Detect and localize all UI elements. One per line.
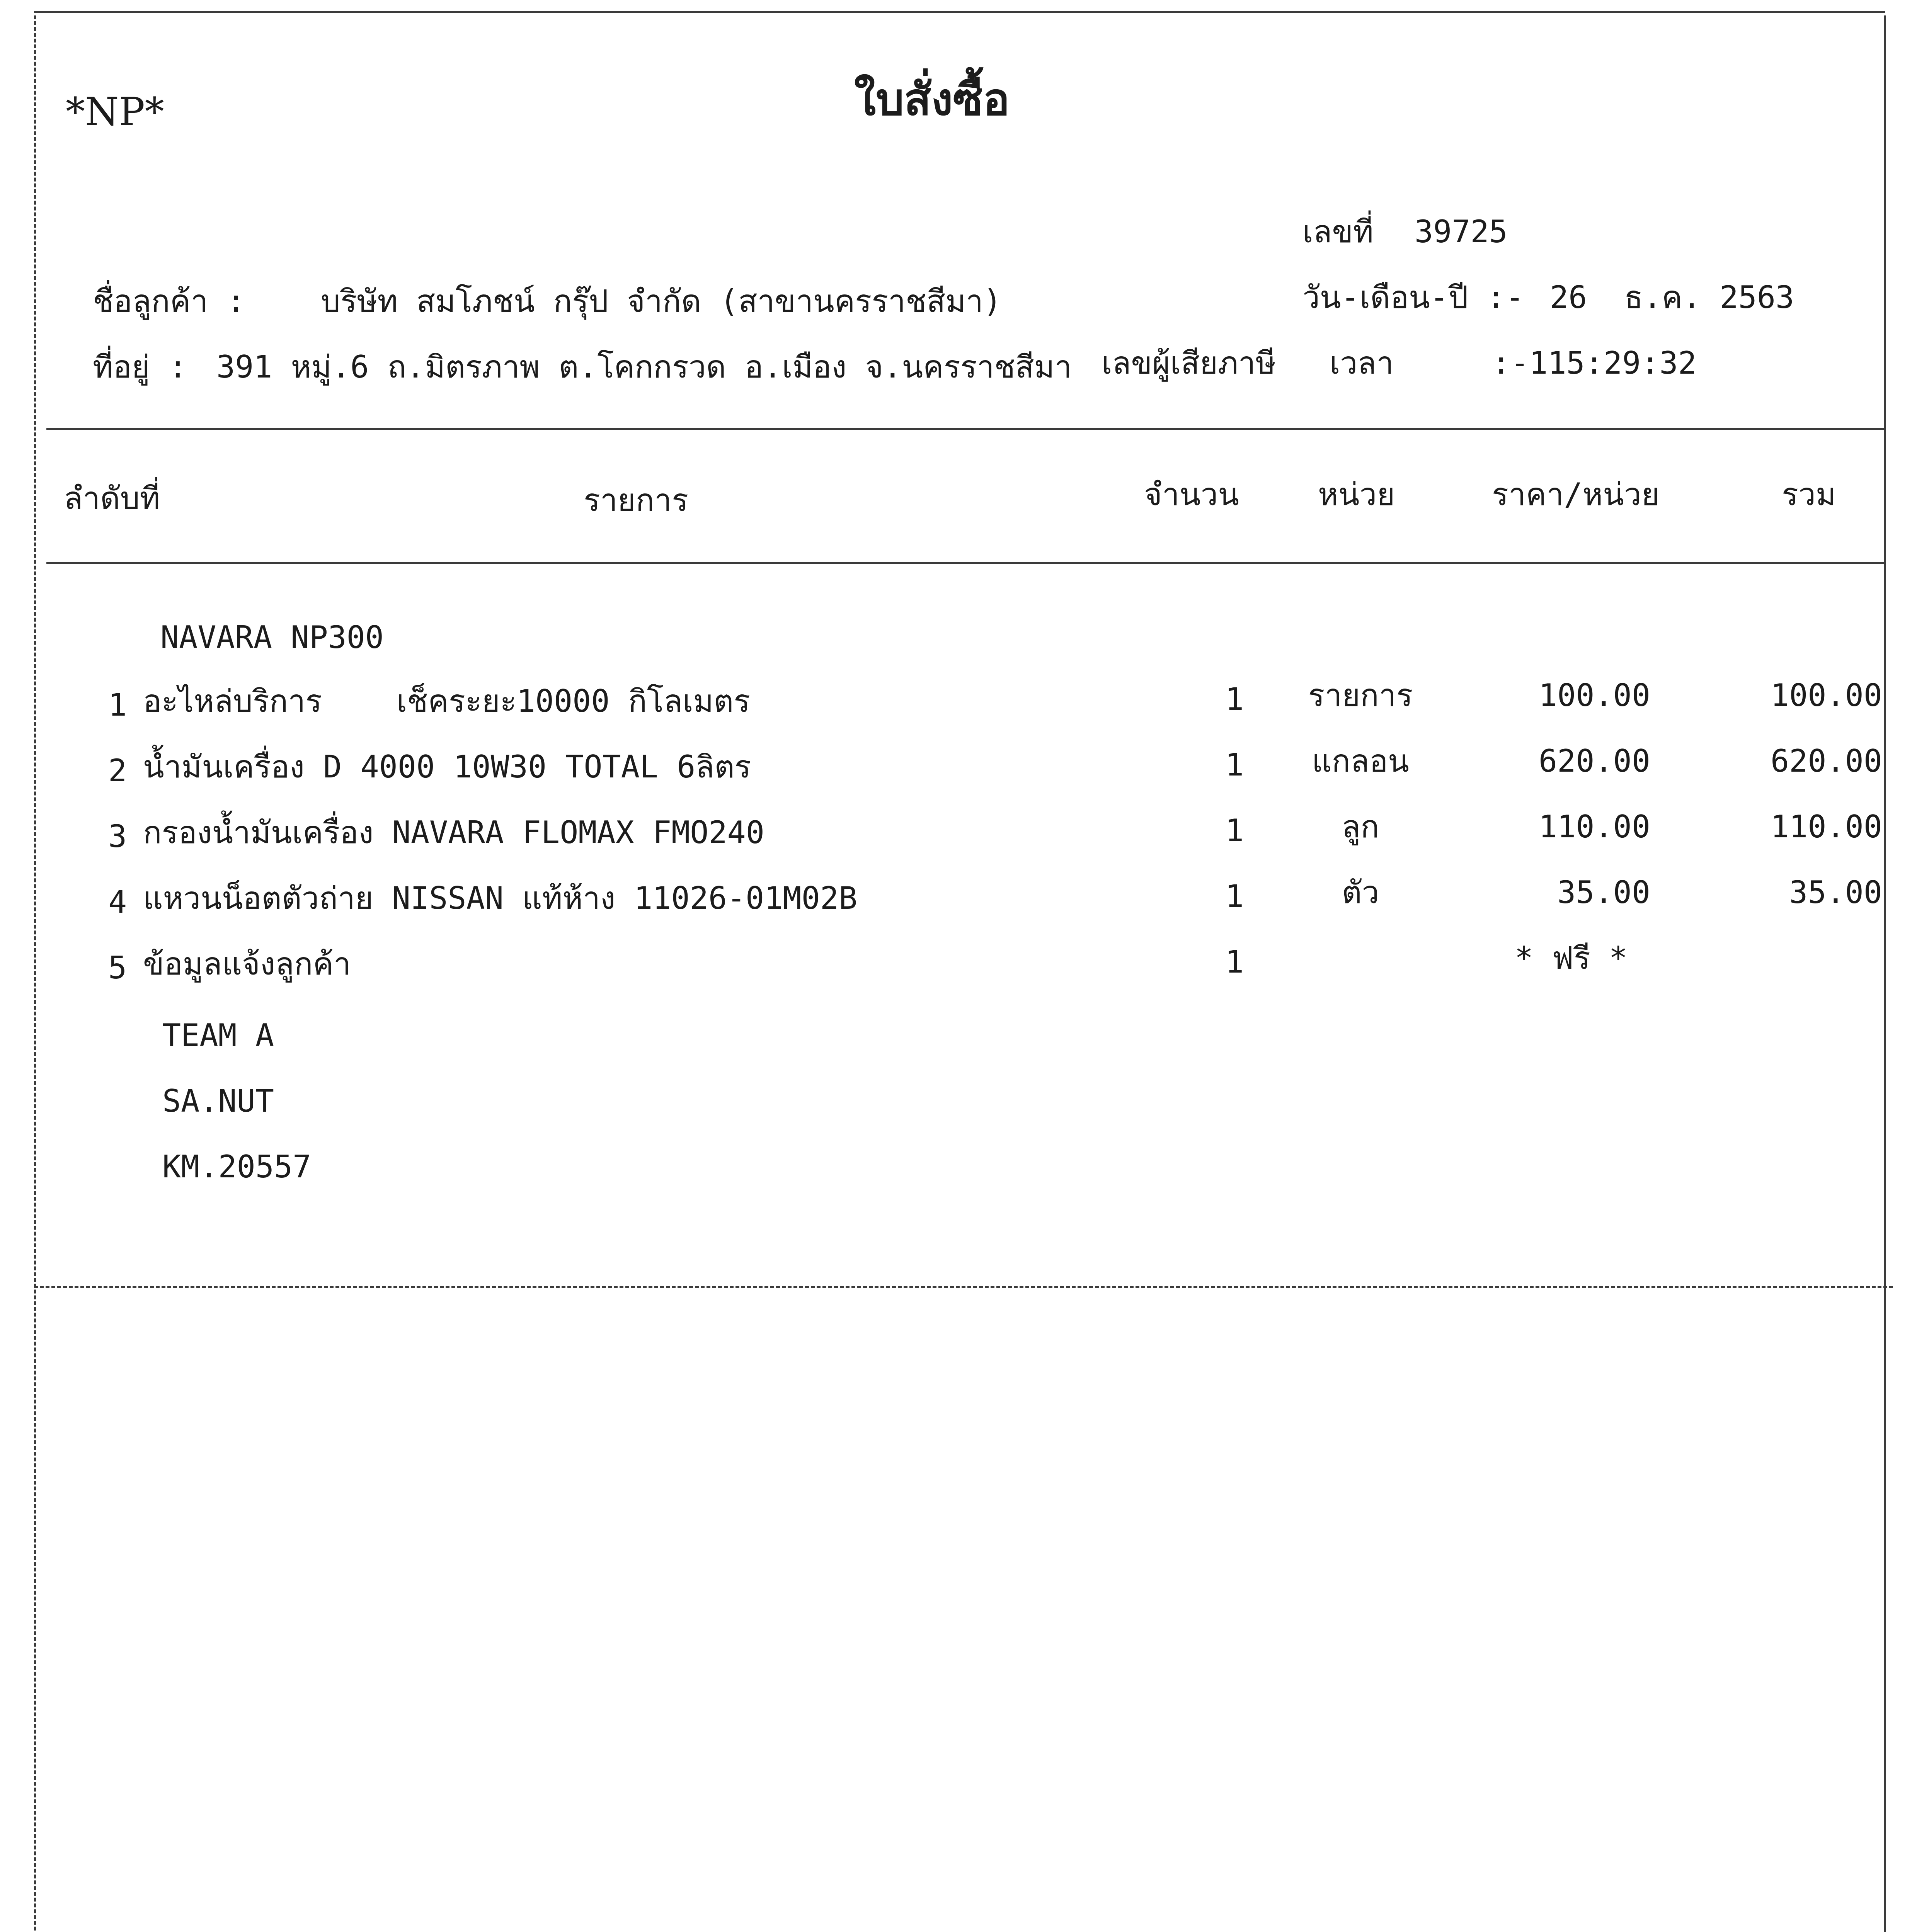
- item-price: 35.00: [1557, 874, 1650, 910]
- item-price: 620.00: [1539, 743, 1650, 779]
- item-price: 100.00: [1539, 677, 1650, 713]
- table-top-rule: [46, 428, 1886, 430]
- item-total: 110.00: [1771, 809, 1882, 845]
- item-price: * ฟรี *: [1514, 940, 1628, 976]
- item-desc: ข้อมูลแจ้งลูกค้า: [143, 946, 351, 982]
- item-seq: 2: [108, 753, 127, 789]
- customer-name-label: ชื่อลูกค้า :: [93, 283, 245, 319]
- time-value: :-115:29:32: [1492, 345, 1697, 381]
- col-seq-header: ลำดับที่: [64, 480, 160, 516]
- item-unit: ตัว: [1342, 874, 1379, 910]
- item-desc: น้ำมันเครื่อง D 4000 10W30 TOTAL 6ลิตร: [143, 749, 751, 785]
- doc-no-label: เลขที่: [1302, 214, 1374, 250]
- item-qty: 1: [1225, 813, 1244, 849]
- date-value: 26 ธ.ค. 2563: [1550, 279, 1794, 315]
- col-qty-header: จำนวน: [1144, 476, 1239, 512]
- frame-top-border: [34, 11, 1885, 13]
- date-label: วัน-เดือน-ปี :-: [1302, 279, 1524, 315]
- item-desc: อะไหล่บริการ เช็คระยะ10000 กิโลเมตร: [143, 683, 751, 719]
- item-unit: รายการ: [1308, 677, 1413, 713]
- note-line: TEAM A: [162, 1017, 274, 1053]
- time-label: เวลา: [1330, 345, 1394, 381]
- frame-left-border: [34, 15, 36, 1932]
- customer-name: บริษัท สมโภชน์ กรุ๊ป จำกัด (สาขานครราชสีมา): [321, 283, 1002, 319]
- item-qty: 1: [1225, 878, 1244, 914]
- document-code: *NP*: [66, 89, 164, 134]
- note-line: SA.NUT: [162, 1083, 274, 1119]
- col-total-header: รวม: [1782, 476, 1836, 512]
- address-label: ที่อยู่ :: [93, 349, 187, 385]
- items-end-dashed-rule: [34, 1286, 1893, 1288]
- item-unit: ลูก: [1342, 809, 1379, 845]
- frame-right-border: [1884, 15, 1886, 1932]
- item-desc: กรองน้ำมันเครื่อง NAVARA FLOMAX FMO240: [143, 815, 764, 850]
- item-qty: 1: [1225, 681, 1244, 717]
- item-desc: แหวนน็อตตัวถ่าย NISSAN แท้ห้าง 11026-01M02B: [143, 880, 858, 916]
- item-seq: 4: [108, 884, 127, 920]
- item-unit: แกลอน: [1312, 743, 1409, 779]
- note-line: KM.20557: [162, 1149, 312, 1185]
- col-unit-header: หน่วย: [1318, 476, 1395, 512]
- item-total: 100.00: [1771, 677, 1882, 713]
- vehicle-model: NAVARA NP300: [160, 619, 384, 655]
- item-total: 35.00: [1789, 874, 1882, 910]
- item-total: 620.00: [1771, 743, 1882, 779]
- document-title: ใบสั่งซื้อ: [854, 73, 1010, 126]
- item-qty: 1: [1225, 944, 1244, 980]
- table-header-rule: [46, 562, 1886, 564]
- address-value: 391 หมู่.6 ถ.มิตรภาพ ต.โคกกรวด อ.เมือง จ.นครราชสีมา: [216, 349, 1072, 385]
- item-seq: 5: [108, 950, 127, 986]
- col-desc-header: รายการ: [584, 482, 689, 518]
- doc-no-value: 39725: [1415, 214, 1508, 250]
- tax-id-label: เลขผู้เสียภาษี: [1102, 345, 1276, 381]
- item-seq: 1: [108, 687, 127, 723]
- item-seq: 3: [108, 818, 127, 854]
- item-qty: 1: [1225, 747, 1244, 783]
- col-price-header: ราคา/หน่วย: [1492, 476, 1660, 512]
- item-price: 110.00: [1539, 809, 1650, 845]
